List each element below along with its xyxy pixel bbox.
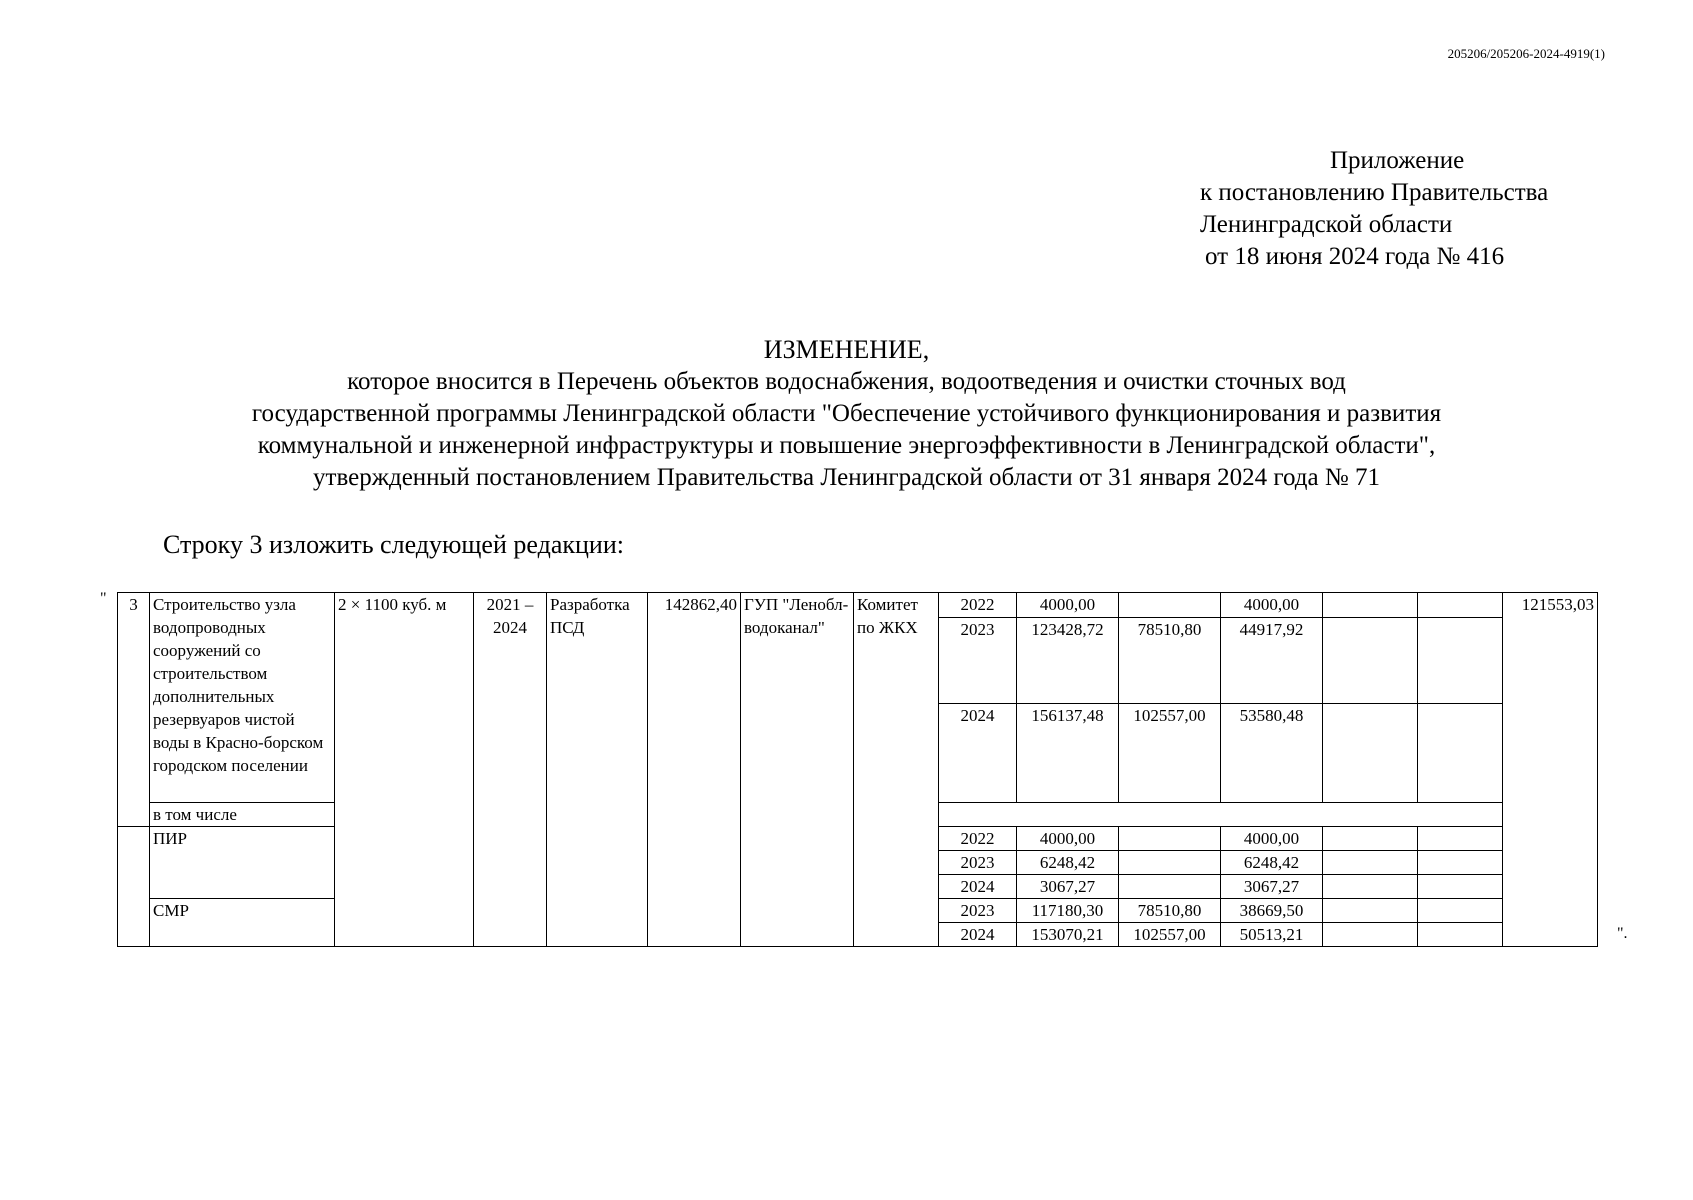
total-cell: 117180,30 [1017, 899, 1119, 923]
num-column-rest [118, 827, 150, 947]
value-d-cell [1418, 827, 1503, 851]
quote-open: " [100, 590, 107, 607]
value-d-cell [1418, 851, 1503, 875]
year-cell: 2023 [939, 851, 1017, 875]
total-cell: 6248,42 [1017, 851, 1119, 875]
value-c-cell [1323, 851, 1418, 875]
value-b-cell: 38669,50 [1221, 899, 1323, 923]
value-d-cell [1418, 923, 1503, 947]
value-c-cell [1323, 899, 1418, 923]
cost: 142862,40 [648, 593, 741, 947]
total-cell: 153070,21 [1017, 923, 1119, 947]
value-b-cell: 3067,27 [1221, 875, 1323, 899]
value-d-cell [1418, 618, 1503, 704]
year-cell: 2023 [939, 899, 1017, 923]
appendix-line: Ленинградской области [1200, 211, 1453, 238]
value-d-cell [1418, 593, 1503, 618]
year-cell: 2024 [939, 875, 1017, 899]
appendix-line: Приложение [1330, 147, 1465, 174]
quote-close: ". [1617, 925, 1628, 942]
value-b-cell: 53580,48 [1221, 704, 1323, 803]
year-cell: 2023 [939, 618, 1017, 704]
capacity: 2 × 1100 куб. м [335, 593, 474, 947]
title-line: коммунальной и инженерной инфраструктуры и повышение энергоэффективности в Ленинградской области", [257, 432, 1436, 459]
objects-table [117, 592, 1598, 947]
year-cell: 2024 [939, 923, 1017, 947]
total-cell: 4000,00 [1017, 827, 1119, 851]
row-number: 3 [118, 593, 150, 827]
including-label: в том числе [150, 803, 335, 827]
value-d-cell [1418, 875, 1503, 899]
value-c-cell [1323, 618, 1418, 704]
total-cell: 156137,48 [1017, 704, 1119, 803]
value-a-cell [1119, 593, 1221, 618]
blank-separator [939, 803, 1503, 827]
value-d-cell [1418, 899, 1503, 923]
year-cell: 2022 [939, 593, 1017, 618]
customer: ГУП "Ленобл-водоканал" [741, 593, 854, 947]
responsible: Комитет по ЖКХ [854, 593, 939, 947]
value-a-cell [1119, 827, 1221, 851]
title-line: государственной программы Ленинградской области "Обеспечение устойчивого функционирования и развития [251, 400, 1442, 427]
title-line: утвержденный постановлением Правительства Ленинградской области от 31 января 2024 года № 71 [313, 464, 1380, 491]
document-title [0, 334, 1693, 494]
value-b-cell: 4000,00 [1221, 827, 1323, 851]
value-a-cell: 78510,80 [1119, 899, 1221, 923]
instruction-text: Строку 3 изложить следующей редакции: [163, 530, 624, 559]
value-c-cell [1323, 827, 1418, 851]
value-b-cell: 6248,42 [1221, 851, 1323, 875]
last-value: 121553,03 [1503, 593, 1598, 947]
title-main: ИЗМЕНЕНИЕ, [763, 335, 930, 364]
appendix-line: к постановлению Правительства [1200, 179, 1549, 206]
smr-label: СМР [150, 899, 335, 947]
appendix-header [1200, 145, 1548, 273]
value-d-cell [1418, 704, 1503, 803]
value-c-cell [1323, 593, 1418, 618]
stage: Разработка ПСД [547, 593, 648, 947]
value-a-cell: 102557,00 [1119, 923, 1221, 947]
object-name: Строительство узла водопроводных сооружений со строительством дополнительных резервуаров чистой воды в Красно-борском городском поселении [150, 593, 335, 803]
value-a-cell [1119, 851, 1221, 875]
total-cell: 4000,00 [1017, 593, 1119, 618]
value-c-cell [1323, 923, 1418, 947]
title-line: которое вносится в Перечень объектов водоснабжения, водоотведения и очистки сточных вод [347, 368, 1346, 395]
document-id: 205206/205206-2024-4919(1) [1447, 46, 1605, 61]
value-a-cell [1119, 875, 1221, 899]
year-cell: 2024 [939, 704, 1017, 803]
value-b-cell: 50513,21 [1221, 923, 1323, 947]
total-cell: 123428,72 [1017, 618, 1119, 704]
total-cell: 3067,27 [1017, 875, 1119, 899]
period: 2021 – 2024 [474, 593, 547, 947]
value-a-cell: 102557,00 [1119, 704, 1221, 803]
year-cell: 2022 [939, 827, 1017, 851]
appendix-line: от 18 июня 2024 года № 416 [1205, 243, 1505, 270]
value-c-cell [1323, 875, 1418, 899]
value-b-cell: 44917,92 [1221, 618, 1323, 704]
pir-label: ПИР [150, 827, 335, 899]
value-a-cell: 78510,80 [1119, 618, 1221, 704]
value-c-cell [1323, 704, 1418, 803]
value-b-cell: 4000,00 [1221, 593, 1323, 618]
